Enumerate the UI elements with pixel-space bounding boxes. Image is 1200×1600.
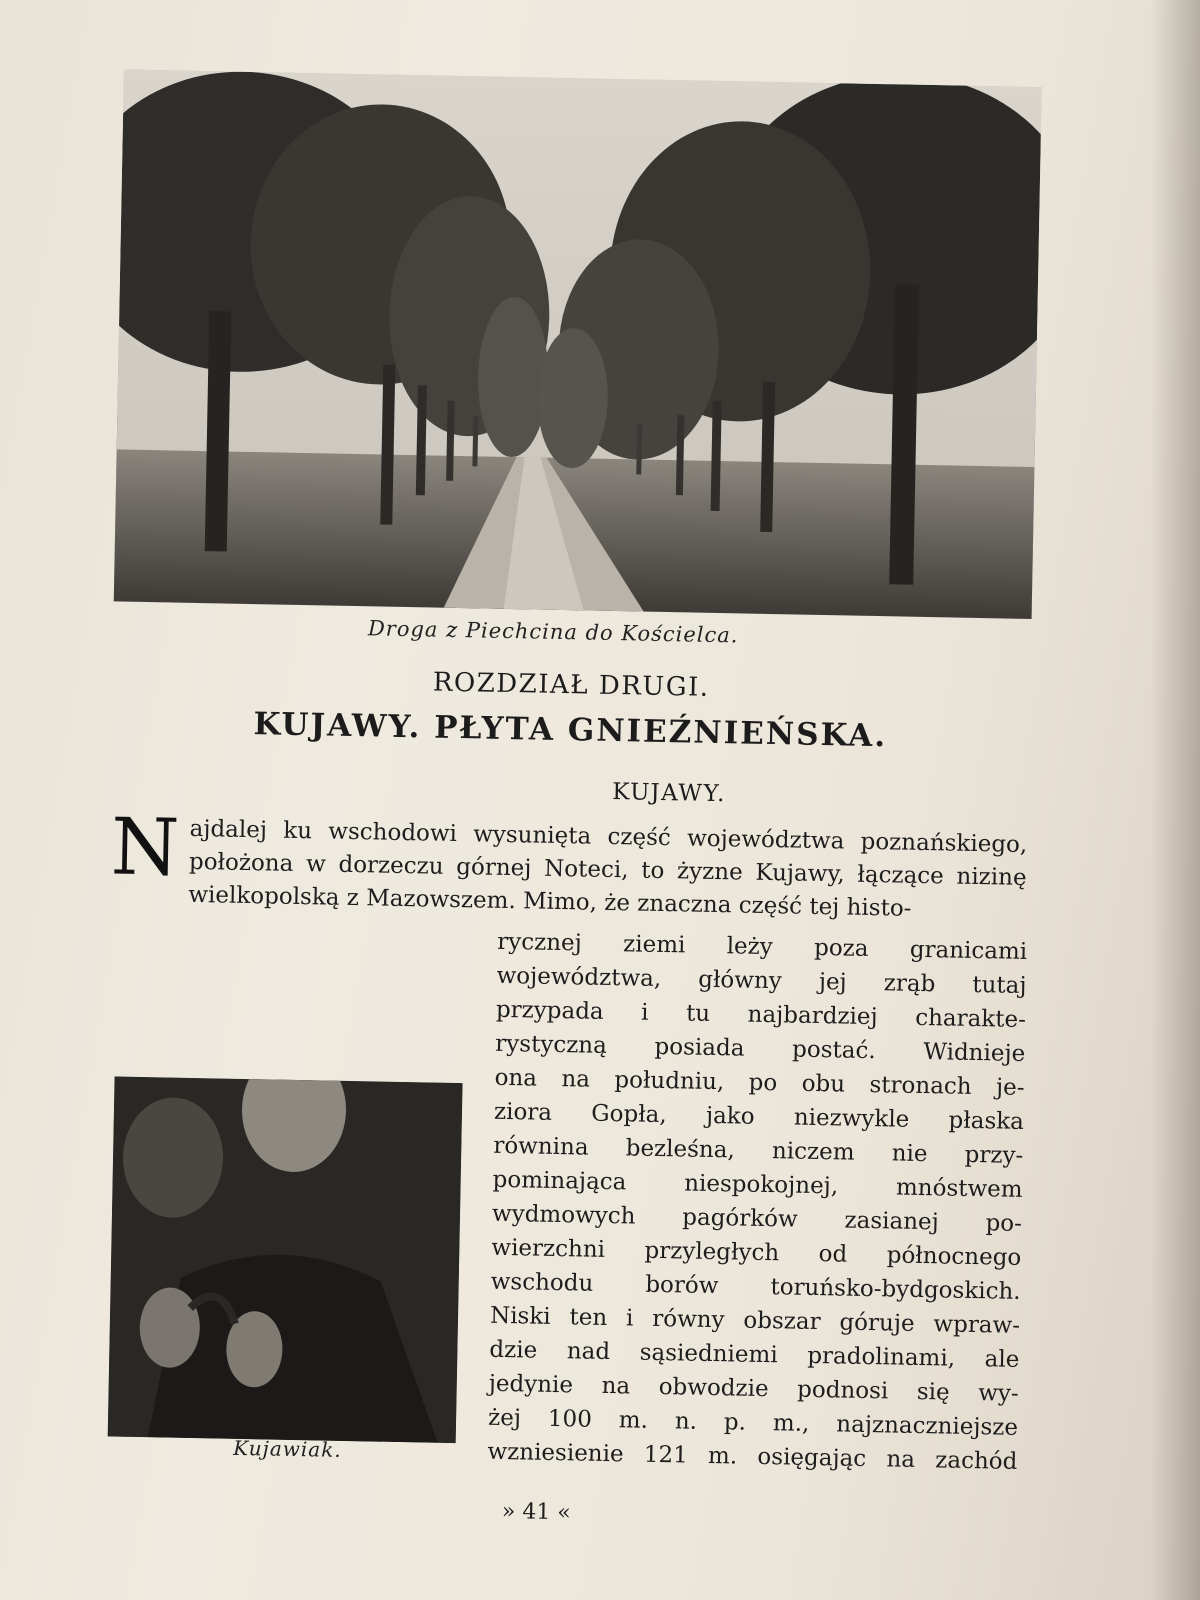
binding-shadow [1150, 0, 1200, 1600]
text-line: rystyczną posiada postać. Widnieje [495, 1030, 1026, 1067]
text-line: jedynie na obwodzie podnosi się wy- [488, 1370, 1019, 1407]
text-line: województwa, główny jej zrąb tutaj [496, 962, 1027, 999]
text-line: równina bezleśna, niczem nie przy- [493, 1132, 1024, 1169]
text-line: dzie nad sąsiedniemi pradolinami, ale [489, 1336, 1020, 1373]
text-column [487, 925, 1027, 1479]
portrait-caption: Kujawiak. [233, 1435, 342, 1462]
text-line: przypada i tu najbardziej charakte- [495, 996, 1027, 1033]
page-number: » 41 « [501, 1499, 572, 1526]
text-line: żej 100 m. n. p. m., najznaczniejsze [487, 1404, 1019, 1441]
kujawiak-portrait-photo [108, 1077, 463, 1444]
text-line: rycznej ziemi leży poza granicami [497, 928, 1028, 965]
text-line: ziora Gopła, jako niezwykle płaska [493, 1098, 1025, 1135]
drop-cap: N [110, 802, 181, 894]
chapter-title: KUJAWY. PŁYTA GNIEŹNIEŃSKA. [253, 706, 888, 755]
top-photo-caption: Droga z Piechcina do Kościelca. [367, 616, 739, 648]
text-line: wydmowych pagórków zasianej po- [491, 1200, 1023, 1237]
lead-text: ajdalej ku wschodowi wysunięta część województwa poznańskiego, położona w dorzeczu górnej Noteci, to żyzne Kujawy, łączące nizinę wielkopolską z Mazowszem. Mimo, że znaczna część tej histo- [188, 815, 1028, 922]
section-title: KUJAWY. [612, 779, 727, 808]
text-line: wzniesienie 121 m. osięgając na zachód [487, 1438, 1018, 1475]
text-line: Niski ten i równy obszar góruje wpraw- [489, 1302, 1021, 1339]
lead-paragraph [110, 802, 1028, 928]
text-line: ona na południu, po obu stronach je- [494, 1064, 1025, 1101]
tree-lined-road-photo [114, 69, 1042, 619]
text-line: wschodu borów toruńsko-bydgoskich. [490, 1268, 1021, 1305]
text-line: wierzchni przyległych od północnego [491, 1234, 1022, 1271]
text-line: pominająca niespokojnej, mnóstwem [492, 1166, 1023, 1203]
chapter-label: ROZDZIAŁ DRUGI. [432, 667, 710, 703]
